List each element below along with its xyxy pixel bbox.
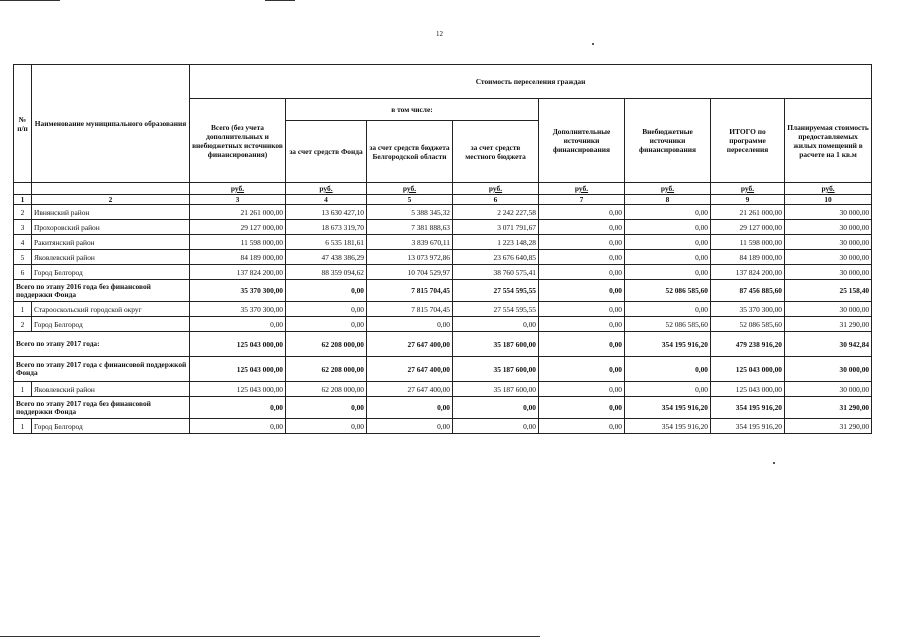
row-2017-yakovlev	[14, 382, 872, 397]
value-cell: 0,00	[190, 419, 286, 434]
header-total: Всего (без учета дополнительных и внебюджетных источников финансирования)	[190, 99, 286, 183]
value-cell: 0,00	[625, 235, 711, 250]
summary-label: Всего по этапу 2017 года:	[14, 332, 190, 357]
unit-cell: руб.	[367, 183, 453, 195]
unit-cell: руб.	[190, 183, 286, 195]
summary-value: 35 370 300,00	[190, 280, 286, 302]
column-number: 6	[453, 195, 539, 205]
value-cell: 3 071 791,67	[453, 220, 539, 235]
summary-label: Всего по этапу 2017 года с финансовой поддержкой Фонда	[14, 357, 190, 382]
summary-value: 27 647 400,00	[367, 332, 453, 357]
column-number: 9	[711, 195, 785, 205]
summary-2017-without-fund	[14, 397, 872, 419]
rows-2016-region	[14, 205, 872, 280]
value-cell: 27 647 400,00	[367, 382, 453, 397]
header-regional: за счет средств бюджета Белгородской области	[367, 121, 453, 183]
value-cell: 0,00	[625, 265, 711, 280]
value-cell: 38 760 575,41	[453, 265, 539, 280]
value-cell: 137 824 200,00	[711, 265, 785, 280]
summary-2016	[14, 280, 872, 302]
column-number: 3	[190, 195, 286, 205]
value-cell: 62 208 000,00	[286, 382, 367, 397]
value-cell: 18 673 319,70	[286, 220, 367, 235]
value-cell: 0,00	[539, 317, 625, 332]
summary-value: 25 158,40	[785, 280, 872, 302]
value-cell: 23 676 640,85	[453, 250, 539, 265]
summary-value: 0,00	[539, 280, 625, 302]
value-cell: 0,00	[539, 265, 625, 280]
summary-value: 52 086 585,60	[625, 280, 711, 302]
unit-cell: руб.	[286, 183, 367, 195]
value-cell: 88 359 094,62	[286, 265, 367, 280]
value-cell: 35 370 300,00	[190, 302, 286, 317]
table-row	[14, 250, 872, 265]
scan-line-bottom	[0, 636, 540, 637]
header-additional: Дополнительные источники финансирования	[539, 99, 625, 183]
value-cell: 0,00	[539, 205, 625, 220]
value-cell: 125 043 000,00	[190, 382, 286, 397]
row-name: Старооскольский городской округ	[32, 302, 190, 317]
row-number: 1	[14, 302, 32, 317]
value-cell: 0,00	[453, 317, 539, 332]
summary-value: 0,00	[539, 332, 625, 357]
value-cell: 52 086 585,60	[625, 317, 711, 332]
row-name: Яковлевский район	[32, 382, 190, 397]
summary-row	[14, 357, 872, 382]
row-number: 1	[14, 382, 32, 397]
unit-cell: руб.	[711, 183, 785, 195]
summary-value: 30 000,00	[785, 357, 872, 382]
table-row	[14, 302, 872, 317]
row-name: Город Белгород	[32, 317, 190, 332]
value-cell: 0,00	[286, 419, 367, 434]
table-row	[14, 382, 872, 397]
unit-cell: руб.	[539, 183, 625, 195]
summary-value: 27 647 400,00	[367, 357, 453, 382]
value-cell: 47 438 386,29	[286, 250, 367, 265]
summary-value: 31 290,00	[785, 397, 872, 419]
value-cell: 0,00	[539, 302, 625, 317]
value-cell: 30 000,00	[785, 382, 872, 397]
row-number: 2	[14, 205, 32, 220]
value-cell: 125 043 000,00	[711, 382, 785, 397]
value-cell: 354 195 916,20	[625, 419, 711, 434]
column-number: 1	[14, 195, 32, 205]
value-cell: 52 086 585,60	[711, 317, 785, 332]
summary-value: 0,00	[625, 357, 711, 382]
header-including: в том числе:	[286, 99, 539, 121]
value-cell: 354 195 916,20	[711, 419, 785, 434]
row-2016-belgorod	[14, 317, 872, 332]
page-number: 12	[436, 30, 443, 38]
value-cell: 1 223 148,28	[453, 235, 539, 250]
value-cell: 7 815 704,45	[367, 302, 453, 317]
value-cell: 31 290,00	[785, 317, 872, 332]
header-name: Наименование муниципального образования	[32, 65, 190, 183]
column-number: 5	[367, 195, 453, 205]
header-local: за счет средств местного бюджета	[453, 121, 539, 183]
summary-2017	[14, 332, 872, 357]
value-cell: 0,00	[625, 205, 711, 220]
value-cell: 27 554 595,55	[453, 302, 539, 317]
summary-value: 354 195 916,20	[625, 332, 711, 357]
value-cell: 30 000,00	[785, 235, 872, 250]
value-cell: 5 388 345,32	[367, 205, 453, 220]
value-cell: 30 000,00	[785, 205, 872, 220]
value-cell: 31 290,00	[785, 419, 872, 434]
row-name: Яковлевский район	[32, 250, 190, 265]
summary-value: 125 043 000,00	[190, 357, 286, 382]
value-cell: 0,00	[625, 382, 711, 397]
column-number: 10	[785, 195, 872, 205]
units-empty	[32, 183, 190, 195]
summary-value: 354 195 916,20	[711, 397, 785, 419]
summary-value: 35 187 600,00	[453, 357, 539, 382]
header-num: № п/п	[14, 65, 32, 183]
value-cell: 30 000,00	[785, 265, 872, 280]
value-cell: 0,00	[286, 302, 367, 317]
value-cell: 7 381 888,63	[367, 220, 453, 235]
row-name: Ракитянский район	[32, 235, 190, 250]
column-number: 8	[625, 195, 711, 205]
summary-label: Всего по этапу 2017 года без финансовой поддержки Фонда	[14, 397, 190, 419]
value-cell: 0,00	[539, 250, 625, 265]
table-row	[14, 220, 872, 235]
summary-value: 62 208 000,00	[286, 332, 367, 357]
units-empty	[14, 183, 32, 195]
value-cell: 30 000,00	[785, 250, 872, 265]
value-cell: 3 839 670,11	[367, 235, 453, 250]
value-cell: 29 127 000,00	[190, 220, 286, 235]
header-fund: за счет средств Фонда	[286, 121, 367, 183]
scan-dot	[592, 43, 594, 45]
value-cell: 0,00	[539, 419, 625, 434]
value-cell: 0,00	[286, 317, 367, 332]
header-extrabudget: Внебюджетные источники финансирования	[625, 99, 711, 183]
unit-cell: руб.	[453, 183, 539, 195]
value-cell: 0,00	[539, 382, 625, 397]
value-cell: 0,00	[625, 302, 711, 317]
unit-cell: руб.	[785, 183, 872, 195]
summary-row	[14, 332, 872, 357]
summary-value: 35 187 600,00	[453, 332, 539, 357]
scan-dot	[773, 462, 775, 464]
value-cell: 0,00	[539, 235, 625, 250]
column-number: 7	[539, 195, 625, 205]
summary-value: 7 815 704,45	[367, 280, 453, 302]
value-cell: 29 127 000,00	[711, 220, 785, 235]
header-planned: Планируемая стоимость предоставляемых жилых помещений в расчете на 1 кв.м	[785, 99, 872, 183]
value-cell: 21 261 000,00	[190, 205, 286, 220]
value-cell: 84 189 000,00	[711, 250, 785, 265]
table-row	[14, 265, 872, 280]
value-cell: 0,00	[539, 220, 625, 235]
header-itogo: ИТОГО по программе переселения	[711, 99, 785, 183]
value-cell: 0,00	[367, 419, 453, 434]
row-number: 1	[14, 419, 32, 434]
summary-value: 0,00	[539, 357, 625, 382]
resettlement-cost-table	[13, 64, 872, 434]
row-number: 3	[14, 220, 32, 235]
value-cell: 0,00	[453, 419, 539, 434]
summary-value: 125 043 000,00	[711, 357, 785, 382]
value-cell: 0,00	[625, 220, 711, 235]
row-2016-stary-oskol	[14, 302, 872, 317]
value-cell: 13 073 972,86	[367, 250, 453, 265]
scan-line-top-left	[0, 0, 60, 1]
row-name: Ивнянский район	[32, 205, 190, 220]
row-number: 5	[14, 250, 32, 265]
value-cell: 6 535 181,61	[286, 235, 367, 250]
header-cost-title: Стоимость переселения граждан	[190, 65, 872, 99]
value-cell: 2 242 227,58	[453, 205, 539, 220]
unit-cell: руб.	[625, 183, 711, 195]
row-name: Город Белгород	[32, 265, 190, 280]
summary-value: 62 208 000,00	[286, 357, 367, 382]
summary-value: 87 456 885,60	[711, 280, 785, 302]
row-number: 6	[14, 265, 32, 280]
summary-value: 0,00	[286, 280, 367, 302]
table-row	[14, 235, 872, 250]
summary-value: 479 238 916,20	[711, 332, 785, 357]
row-name: Прохоровский район	[32, 220, 190, 235]
column-number: 2	[32, 195, 190, 205]
summary-row	[14, 280, 872, 302]
table-row	[14, 205, 872, 220]
value-cell: 0,00	[190, 317, 286, 332]
value-cell: 11 598 000,00	[190, 235, 286, 250]
summary-value: 354 195 916,20	[625, 397, 711, 419]
value-cell: 35 187 600,00	[453, 382, 539, 397]
value-cell: 11 598 000,00	[711, 235, 785, 250]
value-cell: 137 824 200,00	[190, 265, 286, 280]
summary-2017-with-fund	[14, 357, 872, 382]
row-2017-belgorod	[14, 419, 872, 434]
value-cell: 35 370 300,00	[711, 302, 785, 317]
summary-row	[14, 397, 872, 419]
value-cell: 13 630 427,10	[286, 205, 367, 220]
value-cell: 84 189 000,00	[190, 250, 286, 265]
value-cell: 0,00	[625, 250, 711, 265]
value-cell: 21 261 000,00	[711, 205, 785, 220]
row-number: 4	[14, 235, 32, 250]
summary-value: 0,00	[367, 397, 453, 419]
summary-value: 0,00	[190, 397, 286, 419]
row-number: 2	[14, 317, 32, 332]
summary-value: 30 942,84	[785, 332, 872, 357]
table-row	[14, 317, 872, 332]
summary-value: 0,00	[453, 397, 539, 419]
summary-value: 0,00	[286, 397, 367, 419]
summary-label: Всего по этапу 2016 года без финансовой поддержки Фонда	[14, 280, 190, 302]
scan-line-top-mid	[265, 0, 295, 1]
value-cell: 30 000,00	[785, 302, 872, 317]
table-row	[14, 419, 872, 434]
row-name: Город Белгород	[32, 419, 190, 434]
summary-value: 27 554 595,55	[453, 280, 539, 302]
value-cell: 30 000,00	[785, 220, 872, 235]
value-cell: 10 704 529,97	[367, 265, 453, 280]
summary-value: 0,00	[539, 397, 625, 419]
value-cell: 0,00	[367, 317, 453, 332]
summary-value: 125 043 000,00	[190, 332, 286, 357]
column-number: 4	[286, 195, 367, 205]
